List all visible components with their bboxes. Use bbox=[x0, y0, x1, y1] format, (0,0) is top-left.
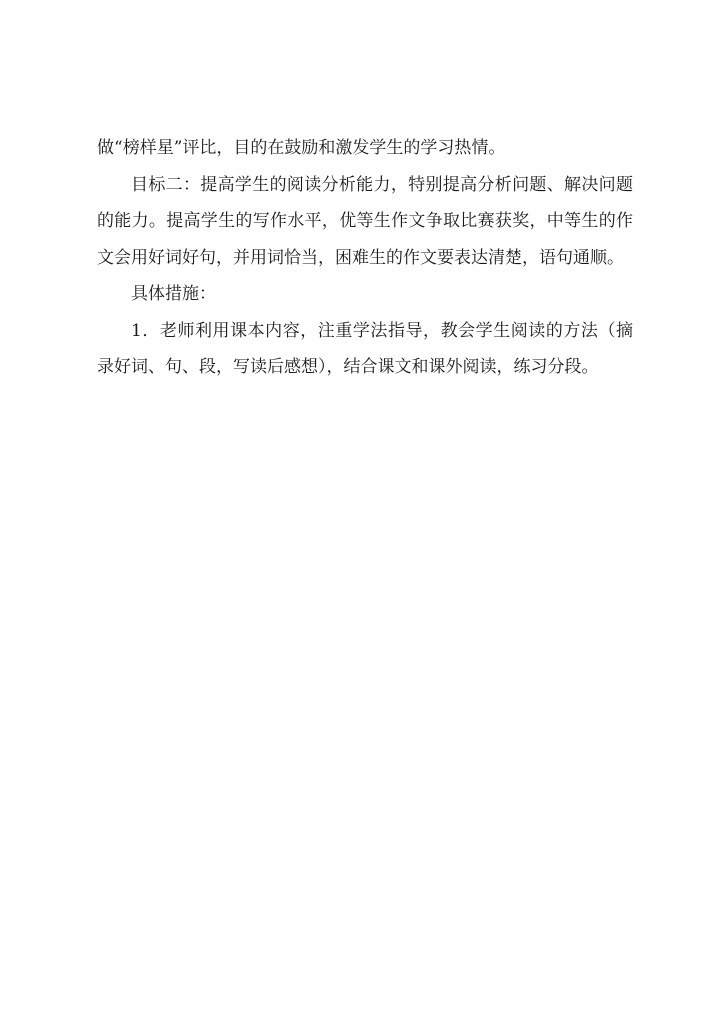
paragraph-measures-heading: 具体措施： bbox=[131, 284, 216, 304]
document-body bbox=[97, 130, 633, 386]
paragraph-continuation: 做“榜样星”评比，目的在鼓励和激发学生的学习热情。 bbox=[97, 138, 506, 158]
paragraph-measure-one: 1．老师利用课本内容，注重学法指导，教会学生阅读的方法（摘录好词、句、段，写读后感想），结合课文和课外阅读，练习分段。 bbox=[97, 320, 633, 377]
paragraph-goal-two: 目标二：提高学生的阅读分析能力，特别提高分析问题、解决问题的能力。提高学生的写作水平，优等生作文争取比赛获奖，中等生的作文会用好词好句，并用词恰当，困难生的作文要表达清楚，语句通顺。 bbox=[97, 174, 633, 268]
